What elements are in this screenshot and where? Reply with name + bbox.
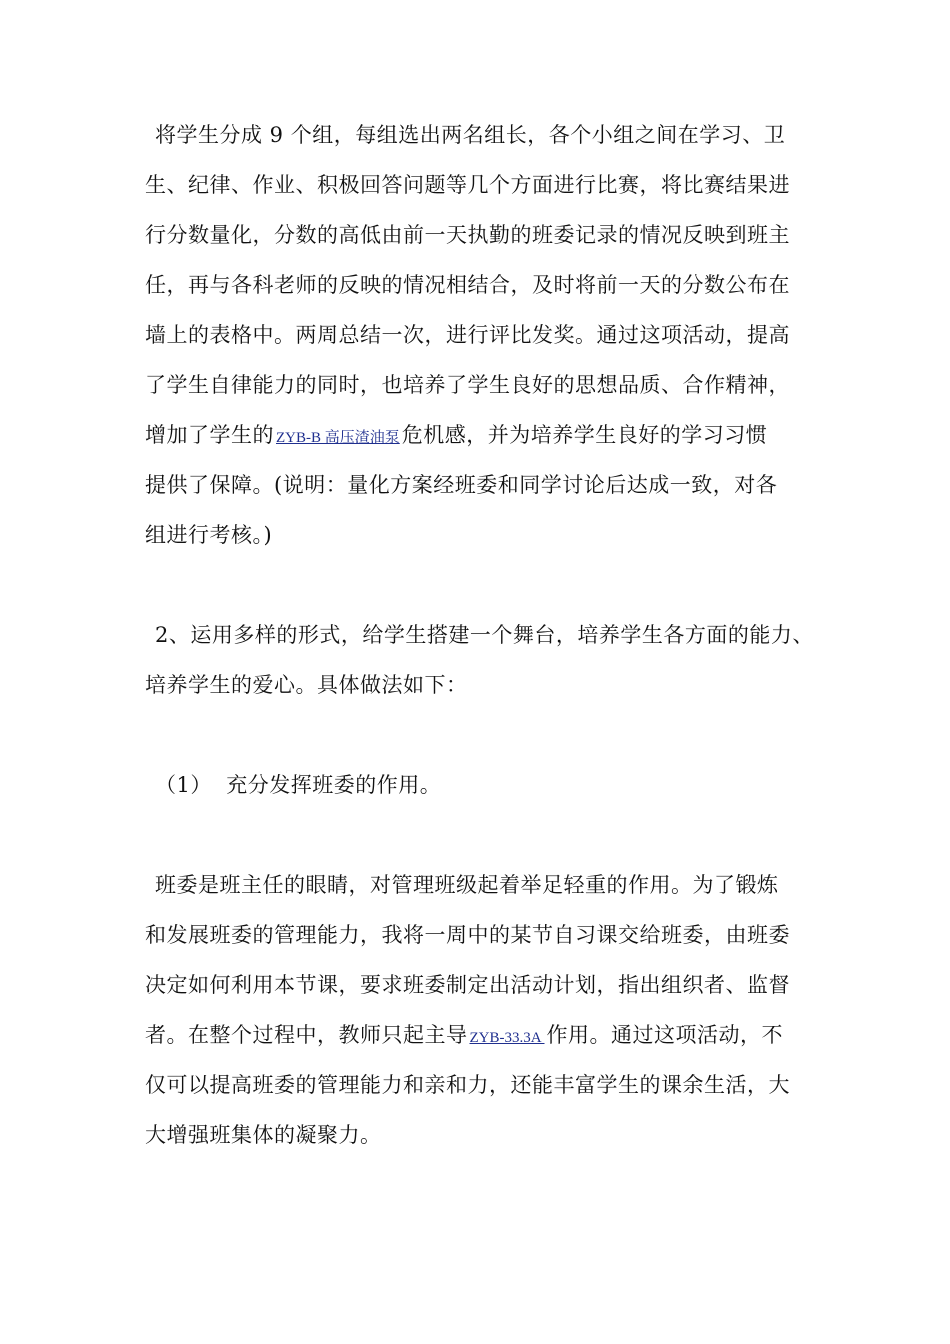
- text-before-link: 者。在整个过程中，教师只起主导: [145, 1023, 468, 1047]
- text-line: 决定如何利用本节课，要求班委制定出活动计划，指出组织者、监督: [145, 973, 790, 997]
- text-line: 行分数量化，分数的高低由前一天执勤的班委记录的情况反映到班主: [145, 223, 790, 247]
- subheading-line: （1） 充分发挥班委的作用。: [155, 773, 442, 797]
- paragraph-subheading: [145, 760, 810, 810]
- text-before-link: 增加了学生的: [145, 423, 274, 447]
- text-line: 仅可以提高班委的管理能力和亲和力，还能丰富学生的课余生活，大: [145, 1073, 790, 1097]
- text-line: 培养学生的爱心。具体做法如下：: [145, 673, 468, 697]
- text-line: 组进行考核。): [145, 523, 273, 547]
- paragraph-stage-for-students: [145, 610, 814, 710]
- paragraph-class-committee: [145, 860, 810, 1160]
- text-line-with-link: [145, 1010, 810, 1060]
- text-line-with-link: [145, 410, 810, 460]
- text-line: 将学生分成 9 个组，每组选出两名组长，各个小组之间在学习、卫: [155, 123, 786, 147]
- link-zyb-33-3a[interactable]: ZYB-33.3A: [469, 1030, 545, 1046]
- text-line: 生、纪律、作业、积极回答问题等几个方面进行比赛，将比赛结果进: [145, 173, 790, 197]
- text-line: 班委是班主任的眼睛，对管理班级起着举足轻重的作用。为了锻炼: [155, 873, 779, 897]
- text-line: 墙上的表格中。两周总结一次，进行评比发奖。通过这项活动，提高: [145, 323, 790, 347]
- text-after-link: 危机感，并为培养学生良好的学习习惯: [401, 423, 768, 447]
- paragraph-grouping-competition: [145, 110, 810, 560]
- text-line: 了学生自律能力的同时，也培养了学生良好的思想品质、合作精神，: [145, 373, 790, 397]
- text-line: 大增强班集体的凝聚力。: [145, 1123, 382, 1147]
- text-line: 提供了保障。(说明：量化方案经班委和同学讨论后达成一致，对各: [145, 473, 778, 497]
- text-after-link: 作用。通过这项活动，不: [546, 1023, 783, 1047]
- text-line: 和发展班委的管理能力，我将一周中的某节自习课交给班委，由班委: [145, 923, 790, 947]
- text-line: 任，再与各科老师的反映的情况相结合，及时将前一天的分数公布在: [145, 273, 790, 297]
- text-line: 2、运用多样的形式，给学生搭建一个舞台，培养学生各方面的能力、: [155, 623, 814, 647]
- link-zyb-b-pump[interactable]: ZYB-B 高压渣油泵: [276, 430, 400, 446]
